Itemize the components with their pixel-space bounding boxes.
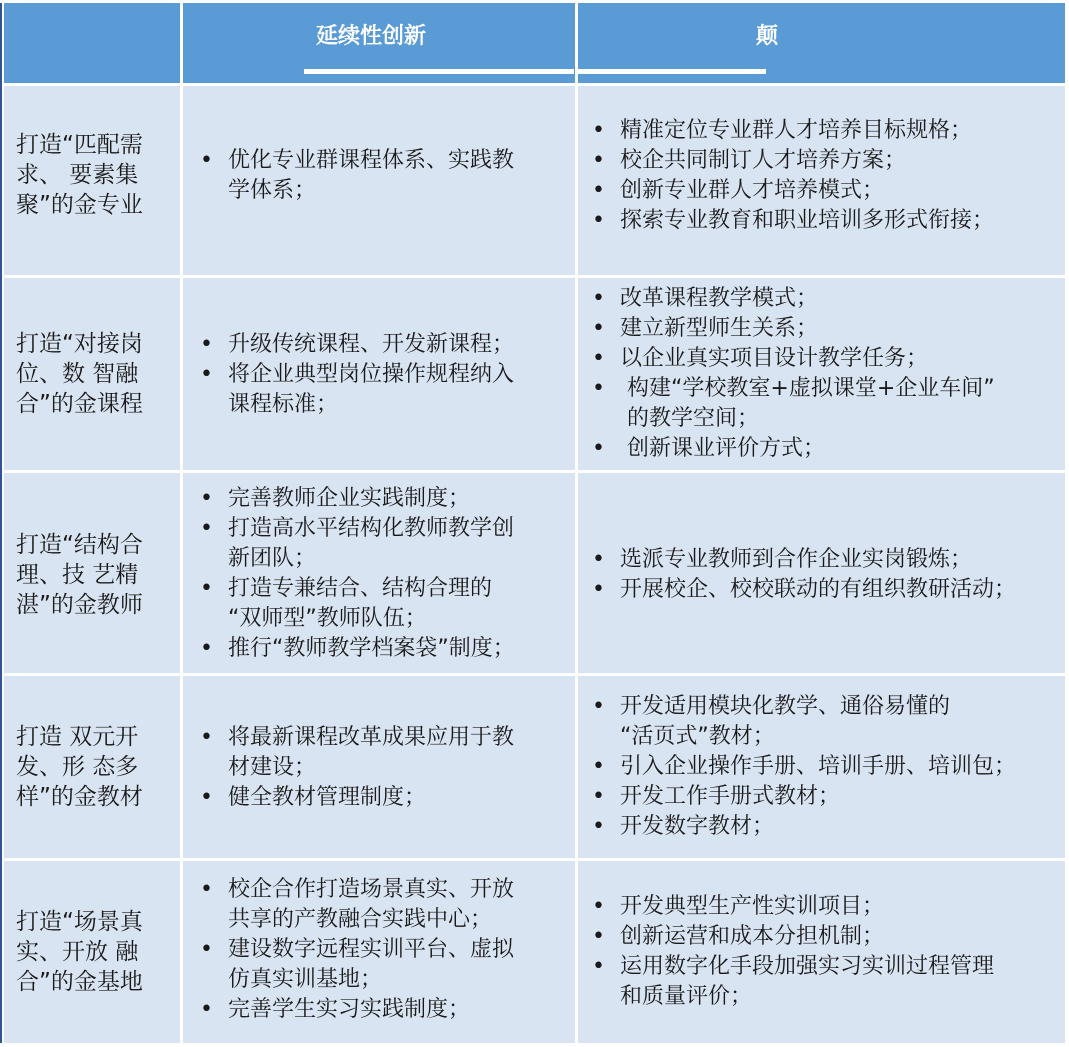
header-title-disruptive: 颠 [756,24,779,49]
list-item: • 运用数字化手段加强实习实训过程管理 和质量评价； [586,952,1064,1012]
row-1-disruptive-list [586,116,1061,236]
row-1-label-line: 聚”的金专业 [16,192,143,218]
list-item: • 探索专业教育和职业培训多形式衔接； [586,206,1061,236]
list-item: • 以企业真实项目设计教学任务； [586,344,1061,374]
row-3-label-line: 打造“结构合 [16,532,143,558]
header-cell-blank [4,3,180,83]
list-item: • 完善教师企业实践制度； [194,484,572,514]
row-1-label-line: 打造“匹配需 [16,132,143,158]
row-5-label-line: 实、开放 融 [16,939,139,965]
list-item: • 打造专兼结合、结构合理的 “双师型”教师队伍； [194,574,572,634]
row-2-continuing-list [194,330,569,420]
list-item: • 建立新型师生关系； [586,314,1061,344]
list-item: • 校企合作打造场景真实、开放 共享的产教融合实践中心； [194,875,569,935]
list-item: • 开发适用模块化教学、通俗易懂的 “活页式”教材； [586,692,1064,752]
list-item: • 打造高水平结构化教师教学创 新团队； [194,514,572,574]
row-3-disruptive-list [586,545,1064,605]
row-3-label-line: 理、技 艺精 [16,562,139,588]
row-2-label-line: 打造“对接岗 [16,331,143,357]
list-item: • 建设数字远程实训平台、虚拟 仿真实训基地； [194,935,569,995]
header-underline-right [578,69,766,74]
list-item: • 将企业典型岗位操作规程纳入 课程标准； [194,360,569,420]
list-item: • 开发数字教材； [586,812,1064,842]
row-1-label-line: 求、 要素集 [16,162,139,188]
list-item: • 健全教材管理制度； [194,783,569,813]
row-4-label [16,722,176,812]
row-4-continuing-list [194,723,569,813]
list-item: • 创新课业评价方式； [586,434,1061,464]
row-5-label [16,907,176,997]
header-title-continuing: 延续性创新 [316,24,427,49]
row-3-label-line: 湛”的金教师 [16,592,143,618]
list-item: • 创新专业群人才培养模式； [586,176,1061,206]
row-2-label-line: 位、数 智融 [16,361,139,387]
row-4-disruptive-list [586,692,1064,842]
row-3-label [16,530,176,620]
row-5-disruptive-list [586,892,1064,1012]
row-5-label-line: 合”的金基地 [16,969,143,995]
row-5-continuing-list [194,875,569,1025]
list-item: • 引入企业操作手册、培训手册、培训包； [586,752,1064,782]
row-4-label-line: 打造 双元开 [16,724,139,750]
row-4-label-line: 样”的金教材 [16,784,143,810]
list-item: • 开发典型生产性实训项目； [586,892,1064,922]
row-1-label [16,130,176,220]
row-2-label [16,329,176,419]
list-item: • 将最新课程改革成果应用于教 材建设； [194,723,569,783]
table-left-edge [0,3,2,1043]
list-item: • 选派专业教师到合作企业实岗锻炼； [586,545,1064,575]
row-4-label-line: 发、形 态多 [16,754,139,780]
list-item: • 创新运营和成本分担机制； [586,922,1064,952]
list-item: • 推行“教师教学档案袋”制度； [194,634,572,664]
list-item: • 升级传统课程、开发新课程； [194,330,569,360]
row-3-continuing-list [194,484,572,664]
list-item: • 优化专业群课程体系、实践教 学体系； [194,146,569,206]
list-item: • 开发工作手册式教材； [586,782,1064,812]
header-underline [304,69,574,74]
row-2-disruptive-list [586,284,1061,464]
list-item: • 校企共同制订人才培养方案； [586,146,1061,176]
list-item: • 改革课程教学模式； [586,284,1061,314]
row-5-label-line: 打造“场景真 [16,909,143,935]
list-item: • 完善学生实习实践制度； [194,995,569,1025]
row-1-continuing-list [194,146,569,206]
row-2-label-line: 合”的金课程 [16,391,143,417]
list-item: • 构建“学校教室+虚拟课堂+企业车间” 的教学空间； [586,374,1061,434]
list-item: • 精准定位专业群人才培养目标规格； [586,116,1061,146]
list-item: • 开展校企、校校联动的有组织教研活动； [586,575,1064,605]
